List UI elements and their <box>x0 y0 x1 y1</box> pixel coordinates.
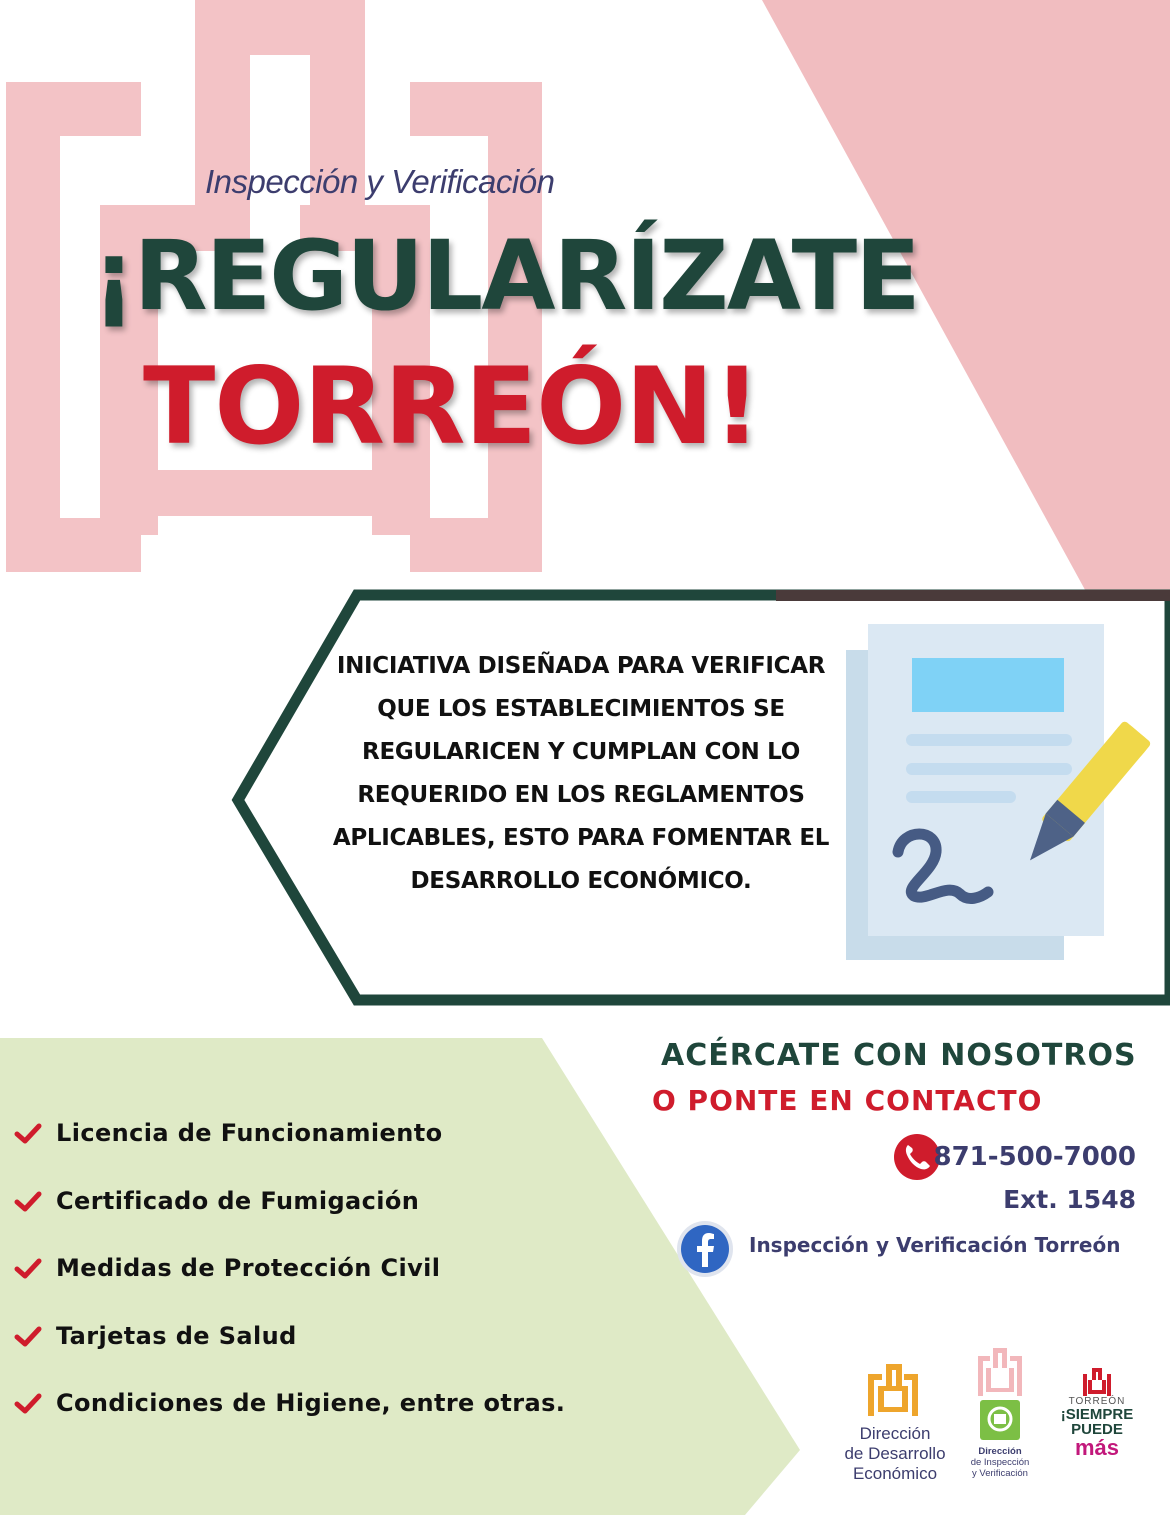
check-icon <box>14 1191 42 1213</box>
check-icon <box>14 1258 42 1280</box>
logo-text: Económico <box>852 1464 938 1483</box>
phone-link[interactable]: 871-500-7000 <box>933 1142 1136 1172</box>
frame-top-accent <box>776 590 1170 601</box>
facebook-icon <box>676 1220 734 1278</box>
phone-extension: Ext. 1548 <box>1003 1185 1136 1214</box>
requirement-text: Condiciones de Higiene, entre otras. <box>56 1389 566 1417</box>
inspeccion-logo-label <box>962 1446 1038 1479</box>
logo-text: y Verificación <box>972 1468 1028 1479</box>
document-signature-icon <box>840 620 1170 970</box>
contact-heading: ACÉRCATE CON NOSOTROS <box>661 1038 1137 1073</box>
check-icon <box>14 1393 42 1415</box>
contact-subheading: O PONTE EN CONTACTO <box>652 1084 1043 1117</box>
facebook-link[interactable]: Inspección y Verificación Torreón <box>749 1233 1121 1257</box>
requirement-text: Tarjetas de Salud <box>56 1321 297 1350</box>
desarrollo-logo-icon <box>866 1362 920 1418</box>
logo-text: ¡SIEMPRE <box>1060 1406 1134 1423</box>
requirement-text: Licencia de Funcionamiento <box>56 1119 443 1147</box>
logo-text: PUEDE <box>1071 1421 1123 1438</box>
logo-text: TORREÓN <box>1068 1396 1126 1407</box>
requirement-text: Medidas de Protección Civil <box>56 1254 441 1282</box>
logo-text: más <box>1074 1435 1120 1460</box>
torreon-logo <box>1047 1396 1147 1459</box>
torreon-castle-icon <box>1082 1368 1112 1396</box>
title-line1: ¡REGULARÍZATE <box>92 220 919 332</box>
subtitle: Inspección y Verificación <box>205 163 555 200</box>
logo-text: Dirección <box>859 1424 931 1443</box>
desarrollo-logo-label <box>830 1424 960 1484</box>
check-icon <box>14 1326 42 1348</box>
logo-text: de Inspección <box>970 1457 1030 1468</box>
check-icon <box>14 1123 42 1145</box>
description: INICIATIVA DISEÑADA PARA VERIFICAR QUE LOS ESTABLECIMIENTOS SE REGULARICEN Y CUMPLAN CON LO REQUERIDO EN LOS REGLAMENTOS APLICABLES, ESTO PARA FOMENTAR EL DESARROLLO ECONÓMICO. <box>332 653 830 894</box>
logo-text: Dirección <box>978 1446 1022 1457</box>
requirement-text: Certificado de Fumigación <box>56 1186 420 1215</box>
title-line2: TORREÓN! <box>143 345 761 468</box>
inspeccion-logo-icon <box>976 1348 1024 1444</box>
logo-text: de Desarrollo <box>844 1444 946 1463</box>
